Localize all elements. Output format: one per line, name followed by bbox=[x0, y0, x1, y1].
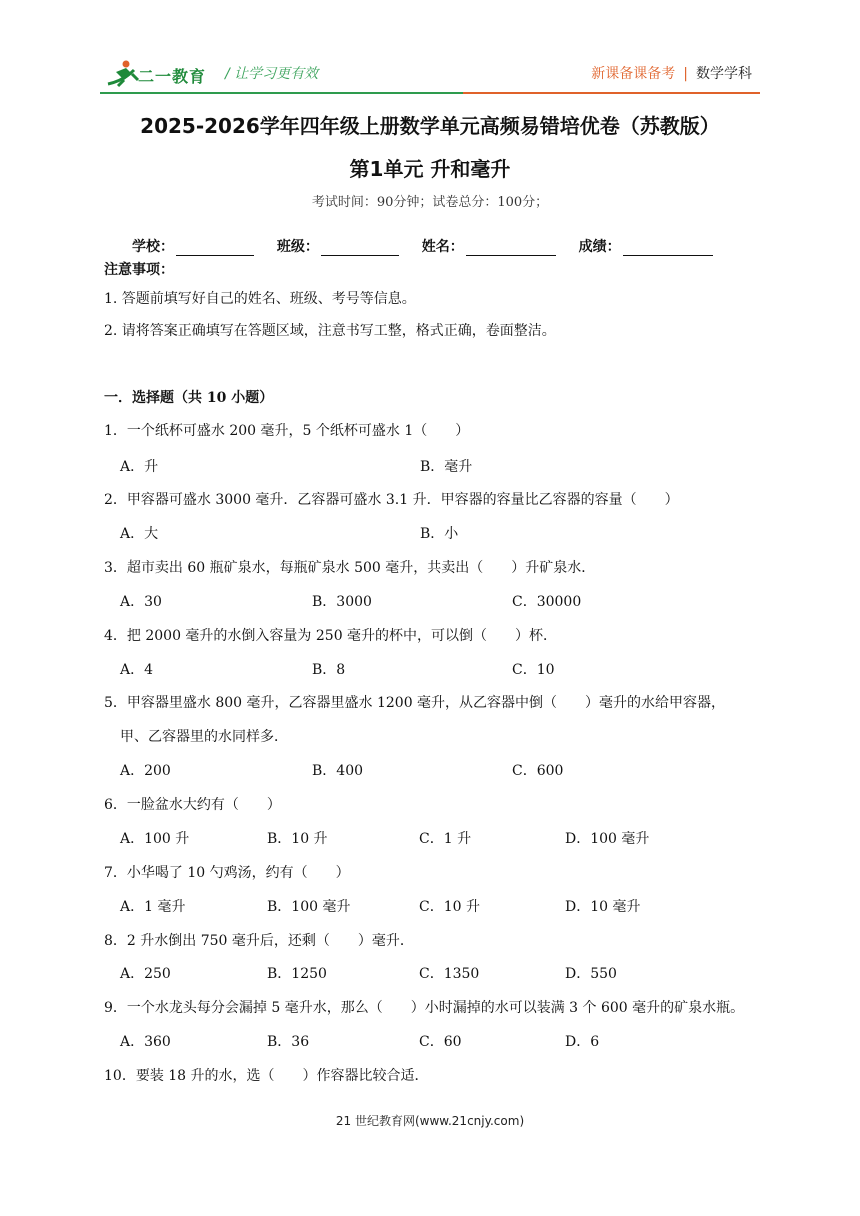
option: B．10 升 bbox=[267, 831, 328, 847]
header-tags bbox=[591, 63, 752, 83]
option: C．10 bbox=[512, 662, 555, 678]
school-field bbox=[132, 236, 254, 256]
option: C．600 bbox=[512, 763, 564, 779]
option: C．1 升 bbox=[419, 831, 472, 847]
page-header bbox=[0, 0, 860, 96]
field-label: 成绩： bbox=[578, 239, 621, 255]
question-5: 5．甲容器里盛水 800 毫升，乙容器里盛水 1200 毫升，从乙容器中倒（ ）毫升的水给甲容器， bbox=[104, 695, 726, 711]
page-footer: 21 世纪教育网(www.21cnjy.com) bbox=[335, 1114, 525, 1128]
option: B．小 bbox=[420, 526, 459, 542]
logo-text: 二一教育 bbox=[138, 67, 207, 86]
option: B．8 bbox=[312, 662, 346, 678]
option: A．4 bbox=[120, 662, 154, 678]
option: B．36 bbox=[267, 1034, 310, 1050]
question-4: 4．把 2000 毫升的水倒入容量为 250 毫升的杯中，可以倒（ ）杯． bbox=[104, 628, 558, 644]
option: B．1250 bbox=[267, 966, 327, 982]
question-8: 8．2 升水倒出 750 毫升后，还剩（ ）毫升． bbox=[104, 933, 414, 949]
slogan: / 让学习更有效 bbox=[225, 66, 319, 82]
notice-item: 1. 答题前填写好自己的姓名、班级、考号等信息。 bbox=[104, 291, 416, 307]
tag-subject: 数学学科 bbox=[696, 66, 752, 82]
question-10: 10．要装 18 升的水，选（ ）作容器比较合适． bbox=[104, 1068, 429, 1084]
option: B．100 毫升 bbox=[267, 899, 351, 915]
option: C．30000 bbox=[512, 594, 582, 610]
option: A．30 bbox=[120, 594, 162, 610]
option: A．200 bbox=[120, 763, 171, 779]
option: A．大 bbox=[120, 526, 159, 542]
field-label: 姓名： bbox=[421, 239, 464, 255]
question-7: 7．小华喝了 10 勺鸡汤，约有（ ） bbox=[104, 865, 350, 881]
option: B．400 bbox=[312, 763, 364, 779]
field-label: 班级： bbox=[276, 239, 319, 255]
option: C．1350 bbox=[419, 966, 480, 982]
score-field bbox=[579, 236, 713, 256]
unit-title: 第1单元 升和毫升 bbox=[349, 157, 511, 181]
exam-info: 考试时间：90分钟；试卷总分：100分； bbox=[311, 195, 549, 210]
tag-course: 新课备课备考 bbox=[591, 66, 676, 82]
question-2: 2．甲容器可盛水 3000 毫升．乙容器可盛水 3.1 升．甲容器的容量比乙容器的容量（ ） bbox=[104, 492, 679, 508]
option: B．3000 bbox=[312, 594, 372, 610]
student-info-row bbox=[132, 236, 731, 256]
blank-line bbox=[466, 241, 556, 256]
notice-heading: 注意事项： bbox=[104, 262, 174, 278]
question-3: 3．超市卖出 60 瓶矿泉水，每瓶矿泉水 500 毫升，共卖出（ ）升矿泉水． bbox=[104, 560, 596, 576]
question-5-cont: 甲、乙容器里的水同样多． bbox=[120, 729, 288, 745]
field-label: 学校： bbox=[132, 239, 174, 255]
page-title: 2025-2026学年四年级上册数学单元高频易错培优卷（苏教版） bbox=[140, 114, 720, 138]
notice-item: 2. 请将答案正确填写在答题区域，注意书写工整，格式正确，卷面整洁。 bbox=[104, 323, 556, 339]
option: D．550 bbox=[565, 966, 617, 982]
option: A．1 毫升 bbox=[120, 899, 186, 915]
blank-line bbox=[623, 241, 713, 256]
section-title: 一．选择题（共 10 小题） bbox=[104, 390, 274, 406]
option: B．毫升 bbox=[420, 459, 473, 475]
option: A．升 bbox=[120, 459, 159, 475]
class-field bbox=[277, 236, 399, 256]
question-1: 1．一个纸杯可盛水 200 毫升，5 个纸杯可盛水 1（ ） bbox=[104, 423, 470, 439]
question-9: 9．一个水龙头每分会漏掉 5 毫升水，那么（ ）小时漏掉的水可以装满 3 个 600 毫升的矿泉水瓶。 bbox=[104, 1000, 745, 1016]
option: A．360 bbox=[120, 1034, 171, 1050]
option: D．6 bbox=[565, 1034, 600, 1050]
option: A．250 bbox=[120, 966, 171, 982]
option: D．100 毫升 bbox=[565, 831, 650, 847]
option: C．10 升 bbox=[419, 899, 480, 915]
option: D．10 毫升 bbox=[565, 899, 641, 915]
option: C．60 bbox=[419, 1034, 462, 1050]
tag-separator: | bbox=[683, 66, 688, 82]
blank-line bbox=[176, 241, 254, 256]
question-6: 6．一脸盆水大约有（ ） bbox=[104, 797, 281, 813]
header-rule bbox=[100, 92, 760, 94]
name-field bbox=[422, 236, 556, 256]
blank-line bbox=[321, 241, 399, 256]
option: A．100 升 bbox=[120, 831, 190, 847]
